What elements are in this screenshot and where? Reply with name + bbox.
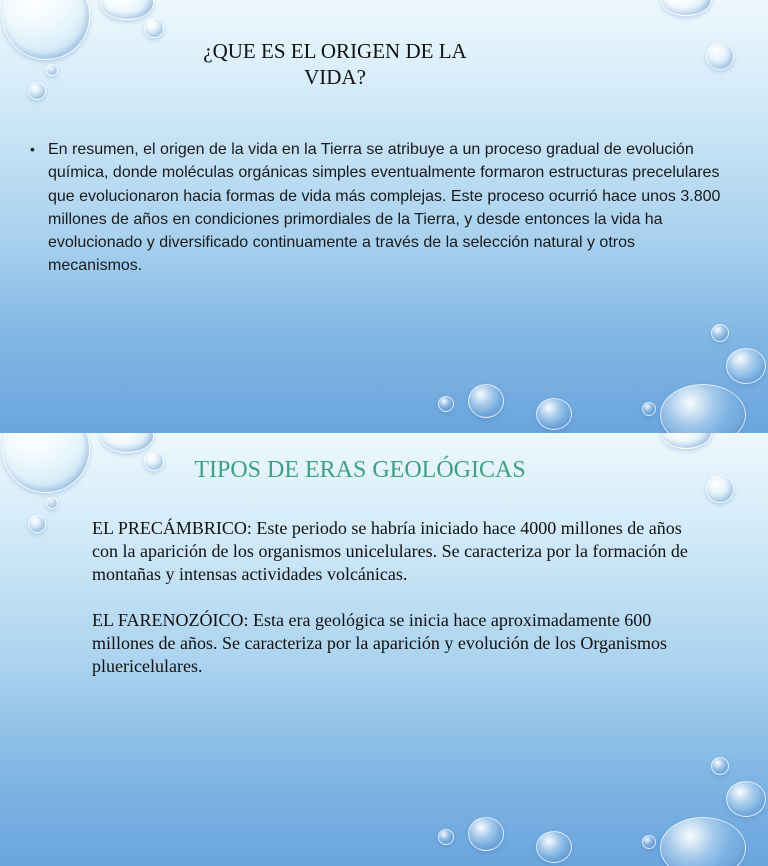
list-item <box>30 138 730 278</box>
droplet-icon <box>536 398 572 430</box>
droplet-icon <box>711 324 729 342</box>
droplet-icon <box>100 0 154 20</box>
paragraph-precambrico: EL PRECÁMBRICO: Este periodo se habría iniciado hace 4000 millones de años con la aparición de los organismos unicelulares. Se caracteriza por la formación de montañas y intensas actividades volcánicas. <box>92 518 688 584</box>
droplet-icon <box>46 64 58 76</box>
droplet-icon <box>660 384 746 433</box>
droplet-icon <box>642 835 656 849</box>
droplet-icon <box>144 18 164 38</box>
droplet-icon <box>100 433 154 453</box>
droplet-icon <box>660 817 746 866</box>
droplet-icon <box>726 781 766 817</box>
slide-title: TIPOS DE ERAS GEOLÓGICAS <box>194 457 526 483</box>
droplet-icon <box>711 757 729 775</box>
droplet-icon <box>2 433 90 493</box>
paragraph-farenozoico: EL FARENOZÓICO: Esta era geológica se inicia hace aproximadamente 600 millones de años. Se caracteriza por la aparición y evolución de los Organismos pluericelulares. <box>92 610 667 676</box>
droplet-icon <box>642 402 656 416</box>
droplet-icon <box>468 817 504 851</box>
droplet-icon <box>28 82 46 100</box>
droplet-icon <box>438 829 454 845</box>
droplet-icon <box>660 0 712 16</box>
droplet-icon <box>438 396 454 412</box>
slide-tipos-de-eras <box>0 433 768 866</box>
bullet-text: En resumen, el origen de la vida en la Tierra se atribuye a un proceso gradual de evolución química, donde moléculas orgánicas simples eventualmente formaron estructuras precelulares que evolucionaron hacia formas de vida más complejas. Este proceso ocurrió hace unos 3.800 millones de años en condiciones primordiales de la Tierra, y desde entonces la vida ha evolucionado y diversificado continuamente a través de la selección natural y otros mecanismos. <box>48 141 721 275</box>
slide-title: ¿QUE ES EL ORIGEN DE LA VIDA? <box>203 39 467 89</box>
droplet-icon <box>706 42 734 70</box>
bullet-icon: • <box>30 141 35 157</box>
droplet-icon <box>46 497 58 509</box>
droplet-icon <box>536 831 572 863</box>
droplet-icon <box>2 0 90 60</box>
droplet-icon <box>726 348 766 384</box>
droplet-icon <box>28 515 46 533</box>
bullet-list <box>30 138 730 278</box>
droplet-icon <box>468 384 504 418</box>
droplet-icon <box>660 433 712 449</box>
droplet-icon <box>706 475 734 503</box>
